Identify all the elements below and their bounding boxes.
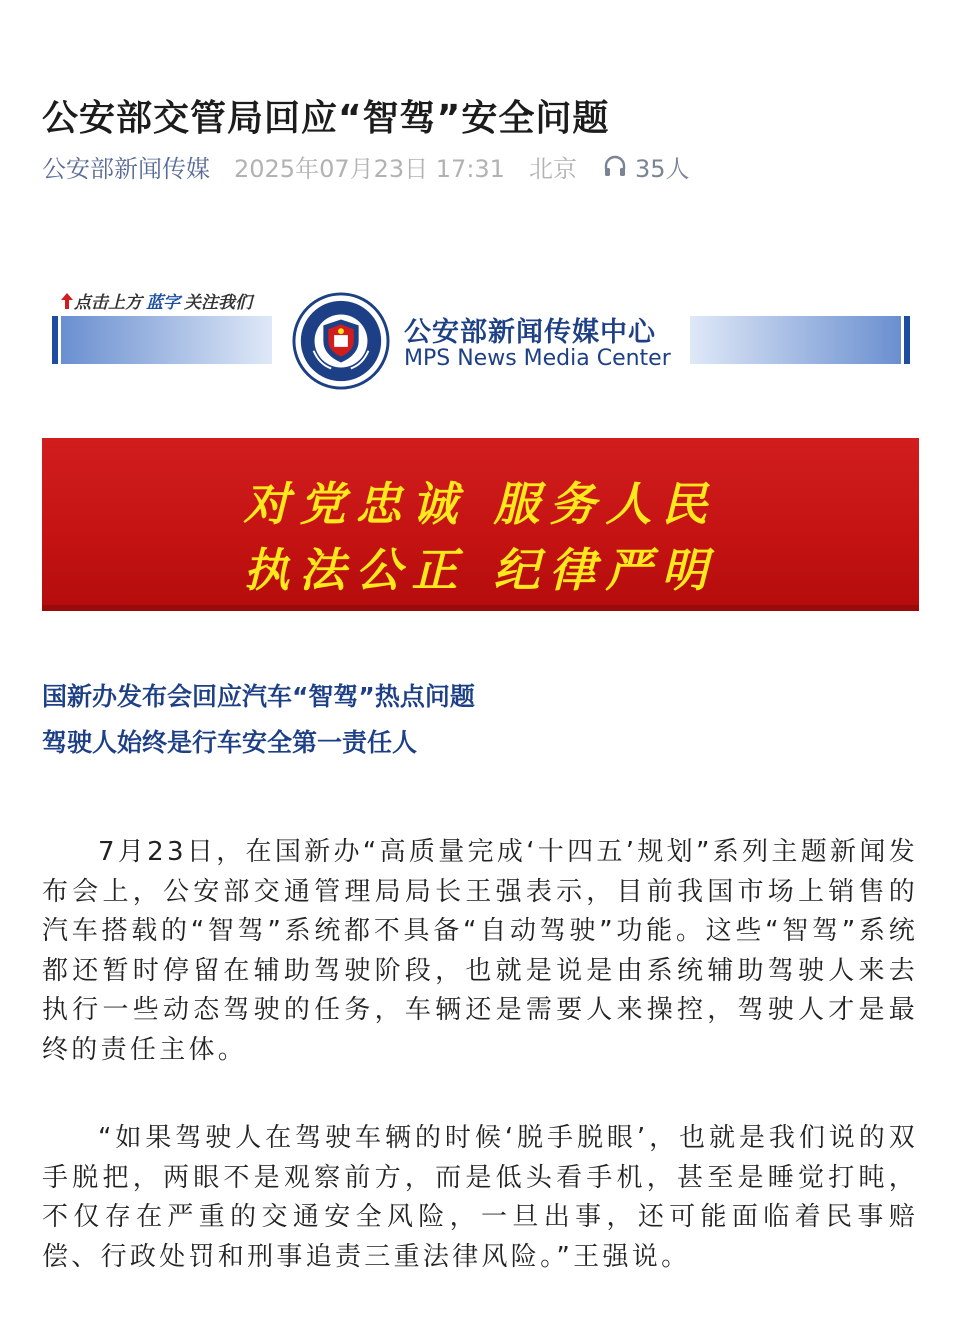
banner-stripe-left xyxy=(52,316,272,364)
banner-stripe-right xyxy=(690,316,910,364)
slogan-line-2: 执法公正 纪律严明 xyxy=(243,543,718,597)
slogan-banner xyxy=(42,438,919,611)
body-paragraph: “如果驾驶人在驾驶车辆的时候‘脱手脱眼’，也就是我们说的双手脱把，两眼不是观察前方，而是低头看手机，甚至是睡觉打盹，不仅存在严重的交通安全风险，一旦出事，还可能面临着民事赔偿、行政处罚和刑事追责三重法律风险。”王强说。 xyxy=(42,1123,918,1272)
publish-date: 2025年07月23日 17:31 xyxy=(234,154,505,183)
follow-hint-blue-word: 蓝字 xyxy=(146,293,180,313)
listen-count-label: 35人 xyxy=(634,154,690,183)
headphones-icon xyxy=(603,155,627,177)
article-meta xyxy=(42,148,690,184)
body-paragraph: 7月23日，在国新办“高质量完成‘十四五’规划”系列主题新闻发布会上，公安部交通管理局局长王强表示，目前我国市场上销售的汽车搭载的“智驾”系统都不具备“自动驾驶”功能。这些“智驾”系统都还暂时停留在辅助驾驶阶段，也就是说是由系统辅助驾驶人来去执行一些动态驾驶的任务，车辆还是需要人来操控，驾驶人才是最终的责任主体。 xyxy=(42,837,918,1065)
media-center-name-en: MPS News Media Center xyxy=(404,346,671,371)
follow-hint xyxy=(60,288,252,313)
police-badge-icon xyxy=(292,292,390,390)
article-title: 公安部交管局回应“智驾”安全问题 xyxy=(42,98,610,140)
follow-hint-prefix: 点击上方 xyxy=(74,293,142,313)
listen-count[interactable] xyxy=(603,149,690,184)
follow-hint-suffix: 关注我们 xyxy=(184,293,252,313)
media-center-name-cn: 公安部新闻传媒中心 xyxy=(404,317,656,348)
publish-location: 北京 xyxy=(528,154,577,183)
slogan-line-1: 对党忠诚 服务人民 xyxy=(243,477,718,531)
subheading-1: 国新办发布会回应汽车“智驾”热点问题 xyxy=(42,682,475,711)
author-link[interactable]: 公安部新闻传媒 xyxy=(42,154,210,183)
subheading-2: 驾驶人始终是行车安全第一责任人 xyxy=(42,728,418,757)
arrow-up-icon xyxy=(60,292,74,310)
